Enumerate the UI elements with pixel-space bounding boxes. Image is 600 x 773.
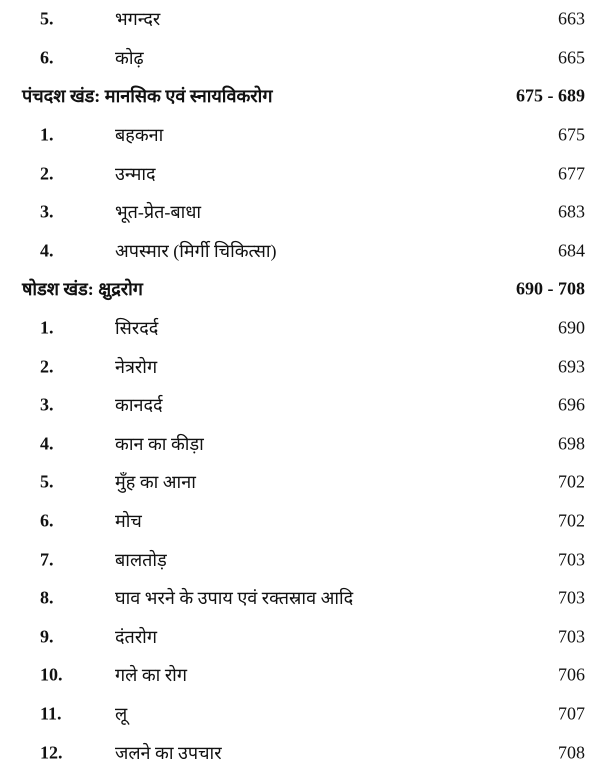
entry-number: 5.	[40, 471, 54, 492]
toc-entry	[0, 425, 600, 464]
toc-entry	[0, 579, 600, 618]
toc-entry	[0, 656, 600, 695]
toc-entry	[0, 463, 600, 502]
section-heading	[0, 77, 600, 116]
entry-title: दंतरोग	[115, 626, 157, 647]
entry-number: 6.	[40, 47, 54, 68]
entry-page: 663	[558, 8, 585, 29]
toc-entry	[0, 116, 600, 155]
entry-title: घाव भरने के उपाय एवं रक्तस्राव आदि	[115, 588, 354, 609]
toc-entry	[0, 0, 600, 39]
entry-number: 4.	[40, 240, 54, 261]
entry-page: 665	[558, 47, 585, 68]
toc-entry	[0, 502, 600, 541]
toc-entry	[0, 386, 600, 425]
entry-page: 703	[558, 626, 585, 647]
entry-page: 696	[558, 394, 585, 415]
entry-title: कानदर्द	[115, 395, 163, 416]
entry-title: गले का रोग	[115, 665, 187, 686]
section-page-range: 675 - 689	[516, 85, 585, 106]
toc-entry	[0, 695, 600, 734]
entry-page: 706	[558, 664, 585, 685]
section-title: षोडश खंड: क्षुद्ररोग	[22, 279, 143, 300]
entry-page: 675	[558, 124, 585, 145]
entry-title: बालतोड़	[115, 549, 167, 570]
entry-title: उन्माद	[115, 163, 156, 184]
entry-title: बहकना	[115, 125, 164, 146]
entry-number: 1.	[40, 317, 54, 338]
entry-title: कान का कीड़ा	[115, 433, 204, 454]
entry-title: लू	[115, 703, 128, 724]
entry-page: 693	[558, 356, 585, 377]
entry-number: 7.	[40, 549, 54, 570]
entry-number: 2.	[40, 356, 54, 377]
entry-title: भूत-प्रेत-बाधा	[115, 202, 202, 223]
entry-number: 4.	[40, 433, 54, 454]
entry-page: 702	[558, 510, 585, 531]
entry-page: 683	[558, 201, 585, 222]
entry-page: 684	[558, 240, 585, 261]
entry-number: 1.	[40, 124, 54, 145]
toc-entry	[0, 154, 600, 193]
entry-number: 11.	[40, 703, 62, 724]
entry-number: 8.	[40, 587, 54, 608]
section-page-range: 690 - 708	[516, 278, 585, 299]
entry-number: 6.	[40, 510, 54, 531]
entry-title: कोढ़	[115, 47, 144, 68]
entry-page: 707	[558, 703, 585, 724]
toc-entry	[0, 618, 600, 657]
entry-page: 702	[558, 471, 585, 492]
entry-title: नेत्ररोग	[115, 356, 158, 377]
toc-entry	[0, 309, 600, 348]
entry-title: जलने का उपचार	[115, 742, 222, 763]
entry-number: 3.	[40, 201, 54, 222]
toc-entry	[0, 347, 600, 386]
entry-number: 2.	[40, 163, 54, 184]
entry-title: अपस्मार (मिर्गी चिकित्सा)	[115, 240, 277, 261]
entry-title: सिरदर्द	[115, 318, 159, 339]
entry-title: मोच	[115, 511, 142, 532]
entry-title: भगन्दर	[115, 9, 161, 30]
entry-page: 703	[558, 587, 585, 608]
entry-page: 703	[558, 549, 585, 570]
entry-number: 12.	[40, 742, 63, 763]
entry-page: 677	[558, 163, 585, 184]
entry-number: 3.	[40, 394, 54, 415]
section-title: पंचदश खंड: मानसिक एवं स्नायविकरोग	[22, 86, 273, 107]
toc-entry	[0, 733, 600, 772]
entry-page: 698	[558, 433, 585, 454]
toc-entry	[0, 39, 600, 78]
section-heading	[0, 270, 600, 309]
entry-page: 708	[558, 742, 585, 763]
toc-entry	[0, 540, 600, 579]
entry-number: 5.	[40, 8, 54, 29]
entry-page: 690	[558, 317, 585, 338]
toc-entry	[0, 232, 600, 271]
entry-number: 9.	[40, 626, 54, 647]
entry-title: मुँह का आना	[115, 472, 196, 493]
entry-number: 10.	[40, 664, 63, 685]
toc-entry	[0, 193, 600, 232]
